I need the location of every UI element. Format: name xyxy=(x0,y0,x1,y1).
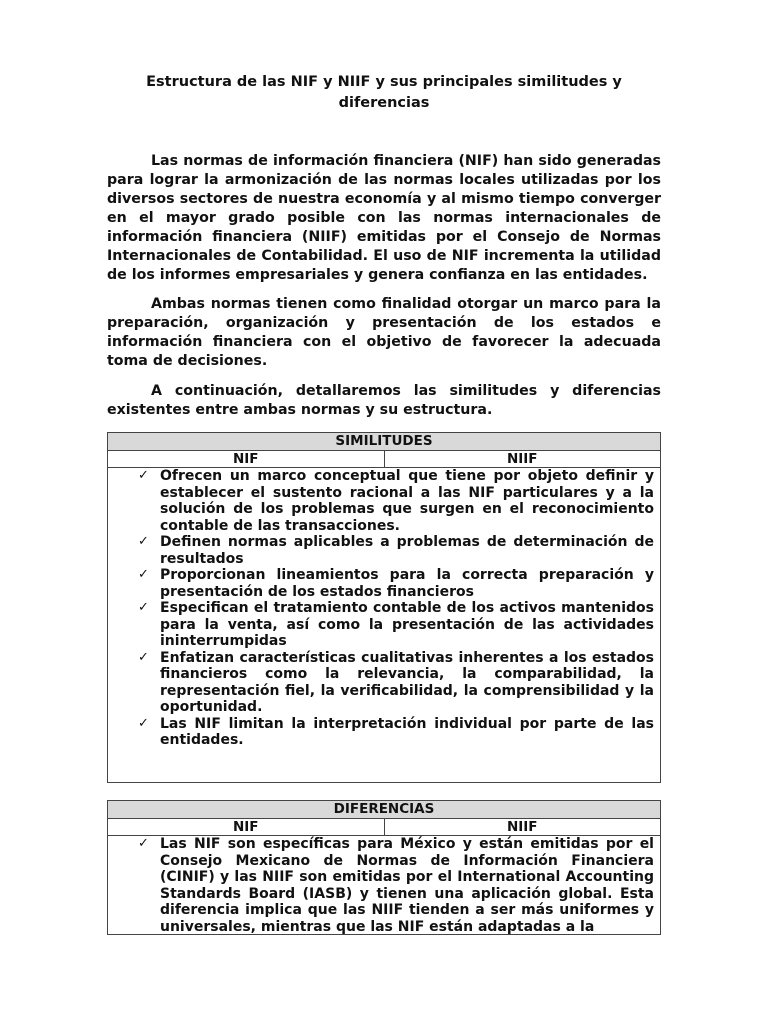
check-icon: ✓ xyxy=(138,534,149,549)
check-icon: ✓ xyxy=(138,600,149,615)
list-item xyxy=(138,468,654,534)
diferencias-body xyxy=(108,836,661,935)
list-item-text: Definen normas aplicables a problemas de determinación de resultados xyxy=(160,534,654,567)
list-item-text: Las NIF son específicas para México y están emitidas por el Consejo Mexicano de Normas de Información Financiera (CINIF) y las NIIF son emitidas por el International Accounting Standards Board (IASB) y tienen una aplicación global. Esta diferencia implica que las NIIF tienden a ser más uniformes y universales, mientras que las NIF están adaptadas a la xyxy=(160,836,654,934)
diferencias-header: DIFERENCIAS xyxy=(108,801,661,819)
similitudes-list xyxy=(108,468,660,749)
check-icon: ✓ xyxy=(138,649,149,665)
paragraph-intro: Las normas de información financiera (NIF) han sido generadas para lograr la armonización de las normas locales utilizadas por los diversos sectores de nuestra economía y al mismo tiempo converger en el mayor grado posible con las normas internacionales de información financiera (NIIF) emitidas por el Consejo de Normas Internacionales de Contabilidad. El uso de NIF incrementa la utilidad de los informes empresariales y genera confianza en las entidades. xyxy=(107,153,661,283)
diferencias-table xyxy=(107,800,661,935)
list-item-text: Especifican el tratamiento contable de los activos mantenidos para la venta, así como la presentación de las actividades ininterrumpidas xyxy=(160,600,654,649)
diferencias-clip xyxy=(108,836,660,934)
list-item xyxy=(138,715,654,749)
list-item xyxy=(138,600,654,650)
list-item xyxy=(138,567,654,600)
similitudes-col-niif: NIIF xyxy=(384,451,661,468)
similitudes-col-nif: NIF xyxy=(108,451,385,468)
diferencias-col-nif: NIF xyxy=(108,819,385,836)
list-item-text: Las NIF limitan la interpretación individual por parte de las entidades. xyxy=(160,715,654,748)
list-item xyxy=(138,534,654,567)
check-icon: ✓ xyxy=(138,468,149,483)
list-item xyxy=(138,649,654,716)
check-icon: ✓ xyxy=(138,836,149,851)
similitudes-table xyxy=(107,432,661,783)
check-icon: ✓ xyxy=(138,715,149,731)
diferencias-list xyxy=(108,836,660,934)
list-item xyxy=(138,836,654,934)
diferencias-col-niif: NIIF xyxy=(384,819,661,836)
document-title: Estructura de las NIF y NIIF y sus principales similitudes y diferencias xyxy=(146,74,622,111)
similitudes-header: SIMILITUDES xyxy=(108,433,661,451)
check-icon: ✓ xyxy=(138,567,149,582)
similitudes-body xyxy=(108,468,661,783)
list-item-text: Enfatizan características cualitativas inherentes a los estados financieros como la relevancia, la comparabilidad, la representación fiel, la verificabilidad, la comprensibilidad y la oportunidad. xyxy=(160,649,654,715)
paragraph-purpose: Ambas normas tienen como finalidad otorgar un marco para la preparación, organización y presentación de los estados e información financiera con el objetivo de favorecer la adecuada toma de decisiones. xyxy=(107,296,661,369)
list-item-text: Ofrecen un marco conceptual que tiene por objeto definir y establecer el sustento racional a las NIF particulares y a la solución de los problemas que surgen en el reconocimiento contable de las transacciones. xyxy=(160,468,654,534)
list-item-text: Proporcionan lineamientos para la correcta preparación y presentación de los estados financieros xyxy=(160,567,654,600)
paragraph-continuation: A continuación, detallaremos las similitudes y diferencias existentes entre ambas normas y su estructura. xyxy=(107,383,661,418)
